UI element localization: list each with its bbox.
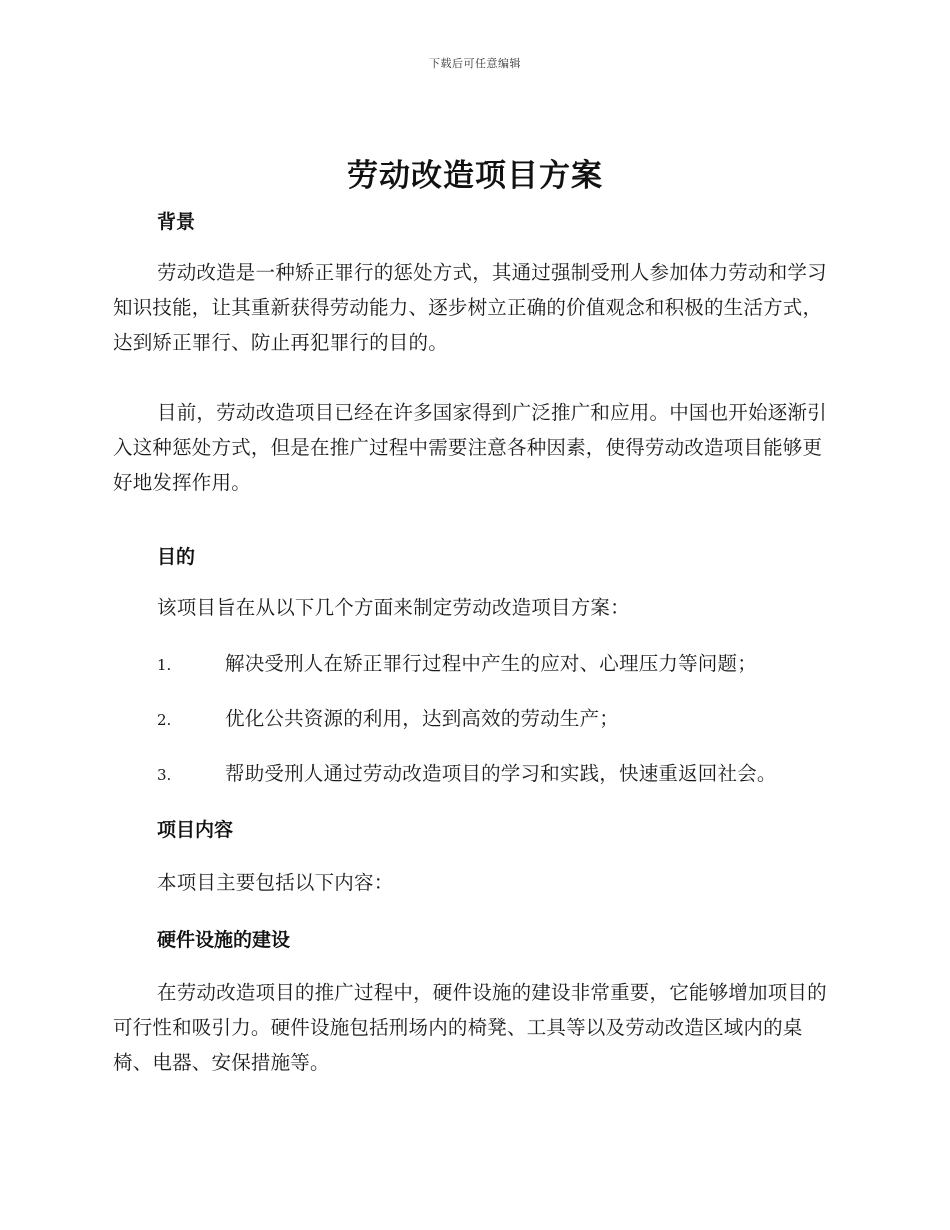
header-note: 下载后可任意编辑 [429, 57, 521, 70]
list-item [157, 703, 857, 731]
list-item-number: 2. [157, 711, 172, 729]
section-heading-purpose: 目的 [157, 546, 196, 568]
list-item [157, 758, 857, 786]
purpose-intro: 该项目旨在从以下几个方面来制定劳动改造项目方案： [157, 596, 630, 619]
list-item-text: 优化公共资源的利用，达到高效的劳动生产； [225, 707, 620, 730]
list-item-number: 1. [157, 656, 172, 674]
content-intro: 本项目主要包括以下内容： [157, 871, 394, 894]
background-paragraph-1: 劳动改造是一种矫正罪行的惩处方式，其通过强制受刑人参加体力劳动和学习知识技能，让其重新获得劳动能力、逐步树立正确的价值观念和积极的生活方式，达到矫正罪行、防止再犯罪行的目的。 [113, 261, 827, 354]
list-item-text: 帮助受刑人通过劳动改造项目的学习和实践，快速重返回社会。 [225, 762, 777, 785]
list-item-number: 3. [157, 766, 172, 784]
section-heading-background: 背景 [157, 211, 196, 233]
document-title: 劳动改造项目方案 [347, 158, 603, 194]
sub-heading-hardware: 硬件设施的建设 [157, 929, 291, 951]
background-paragraph-2: 目前，劳动改造项目已经在许多国家得到广泛推广和应用。中国也开始逐渐引入这种惩处方式，但是在推广过程中需要注意各种因素，使得劳动改造项目能够更好地发挥作用。 [113, 401, 827, 494]
section-heading-content: 项目内容 [157, 819, 234, 841]
hardware-paragraph: 在劳动改造项目的推广过程中，硬件设施的建设非常重要，它能够增加项目的可行性和吸引力。硬件设施包括刑场内的椅凳、工具等以及劳动改造区域内的桌椅、电器、安保措施等。 [113, 981, 827, 1074]
list-item [157, 648, 857, 676]
list-item-text: 解决受刑人在矫正罪行过程中产生的应对、心理压力等问题； [225, 652, 757, 675]
